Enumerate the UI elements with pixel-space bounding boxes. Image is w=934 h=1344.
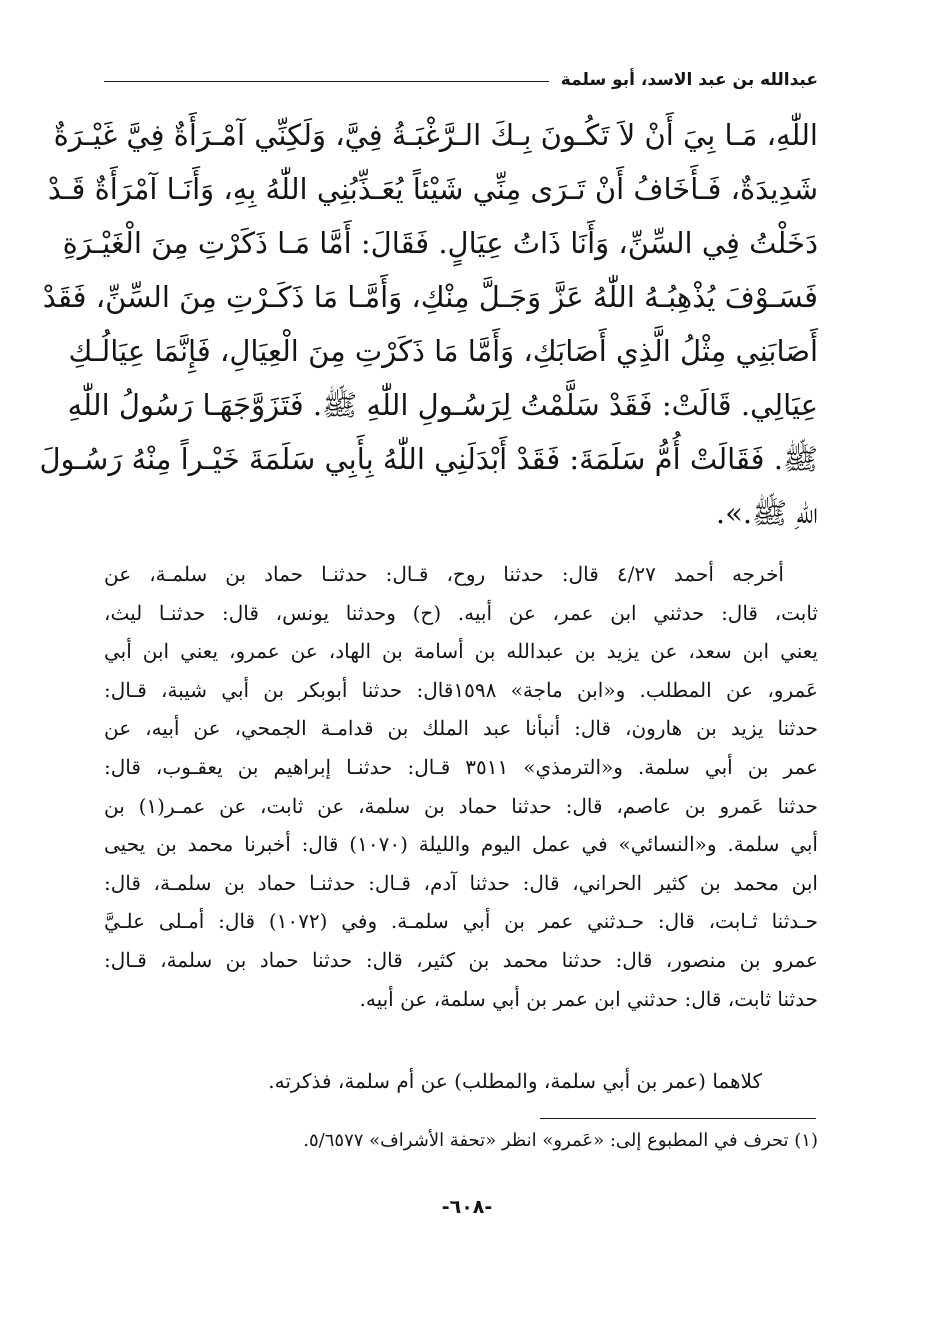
- takhrij-line: يعني ابن سعد، عن يزيد بن عبدالله بن أسامة بن الهاد، عن عمرو، يعني ابن أبي: [104, 639, 818, 664]
- takhrij-line: عَمرو، عن المطلب. و«ابن ماجة» ١٥٩٨قال: حدثنا أبوبكر بن أبي شيبة، قـال:: [104, 677, 818, 702]
- footnote-rule: [540, 1118, 816, 1119]
- page-number: -٦٠٨-: [441, 1196, 493, 1218]
- hadith-line: اللّٰهِ، مَـا بِيَ أَنْ لاَ تَكُـونَ بِـكَ الـرَّغْبَـةُ فِيَّ، وَلَكِنِّي آمْـرَأَةٌ فِيَّ غَيْـرَةٌ: [53, 118, 818, 152]
- takhrij-line: أخرجه أحمد ٤/٢٧ قال: حدثنا روح، قـال: حدثنـا حماد بن سلمـة، عن: [104, 562, 784, 586]
- hadith-line: عِيَالِي. قَالَتْ: فَقَدْ سَلَّمْتُ لِرَسُـولِ اللّٰهِ ﷺ. فَتَزَوَّجَهَـا رَسُولُ اللّٰهِ: [67, 388, 818, 422]
- takhrij-line: حدثنا عَمرو بن عاصم، قال: حدثنا حماد بن سلمة، عن ثابت، عن عمـر(١) بن: [104, 793, 819, 818]
- takhrij-line: ابن محمد بن كثير الحراني، قال: حدثنا آدم، قـال: حدثنـا حماد بن سلمـة، قال:: [104, 870, 818, 895]
- takhrij-line: عمر بن أبي سلمة. و«الترمذي» ٣٥١١ قـال: حدثنـا إبراهيم بن يعقـوب، قال:: [104, 754, 818, 779]
- hadith-line: شَدِيدَةٌ، فَـأَخَافُ أَنْ تَـرَى مِنِّي شَيْئاً يُعَـذِّبُنِي اللّٰهُ بِهِ، وَأَنَـا آمْرَأَةٌ قَـدْ: [47, 172, 818, 206]
- takhrij-line: عمرو بن منصور، قال: حدثنا محمد بن كثير، قال: حدثنا حماد بن سلمة، قـال:: [104, 947, 818, 972]
- hadith-text: [39, 108, 818, 540]
- hadith-line: دَخَلْتُ فِي السِّنِّ، وَأَنَا ذَاتُ عِيَالٍ. فَقَالَ: أَمَّا مَـا ذَكَرْتِ مِنَ الْغَيْـرَةِ: [62, 226, 818, 260]
- hadith-line: اللّٰهِ ﷺ.».: [715, 496, 818, 530]
- hadith-line: فَسَـوْفَ يُذْهِبُـهُ اللّٰهُ عَزَّ وَجَـلَّ مِنْكِ، وَأَمَّـا مَا ذَكَـرْتِ مِنَ السِّنِّ، فَقَدْ: [42, 280, 818, 314]
- takhrij-line: حدثنا يزيد بن هارون، قال: أنبأنا عبد الملك بن قدامـة الجمحي، عن أبيه، عن: [104, 716, 818, 741]
- running-header: [104, 60, 818, 100]
- header-rule: [104, 81, 549, 82]
- hadith-line: أَصَابَنِي مِثْلُ الَّذِي أَصَابَكِ، وَأَمَّا مَا ذَكَرْتِ مِنَ الْعِيَالِ، فَإِنَّمَا عِيَالُـكِ: [68, 334, 818, 368]
- hadith-line: ﷺ. فَقَالَتْ أُمُّ سَلَمَةَ: فَقَدْ أَبْدَلَنِي اللّٰهُ بِأَبِي سَلَمَةَ خَيْـراً مِنْهُ رَسُـولَ: [39, 442, 818, 476]
- running-header-title: عبدالله بن عبد الاسد، أبو سلمة: [560, 70, 818, 90]
- conclusion-line: كلاهما (عمر بن أبي سلمة، والمطلب) عن أم سلمة، فذكرته.: [268, 1069, 762, 1093]
- takhrij-line: أبي سلمة. و«النسائي» في عمل اليوم والليلة (١٠٧٠) قال: أخبرنا محمد بن يحيى: [104, 832, 818, 857]
- takhrij-line: ثابت، قال: حدثني ابن عمر، عن أبيه. (ح) وحدثنا يونس، قال: حدثنـا ليث،: [104, 600, 818, 625]
- takhrij-line: حـدثنا ثـابت، قال: حـدثني عمر بن أبي سلمـة. وفي (١٠٧٢) قال: أمـلى علـيَّ: [104, 909, 818, 934]
- footnote: (١) تحرف في المطبوع إلى: «عَمرو» انظر «تحفة الأشراف» ٥/٦٥٧٧.: [303, 1130, 818, 1151]
- takhrij-line: حدثنا ثابت، قال: حدثني ابن عمر بن أبي سلمة، عن أبيه.: [359, 986, 818, 1011]
- takhrij-paragraph: [104, 555, 818, 1018]
